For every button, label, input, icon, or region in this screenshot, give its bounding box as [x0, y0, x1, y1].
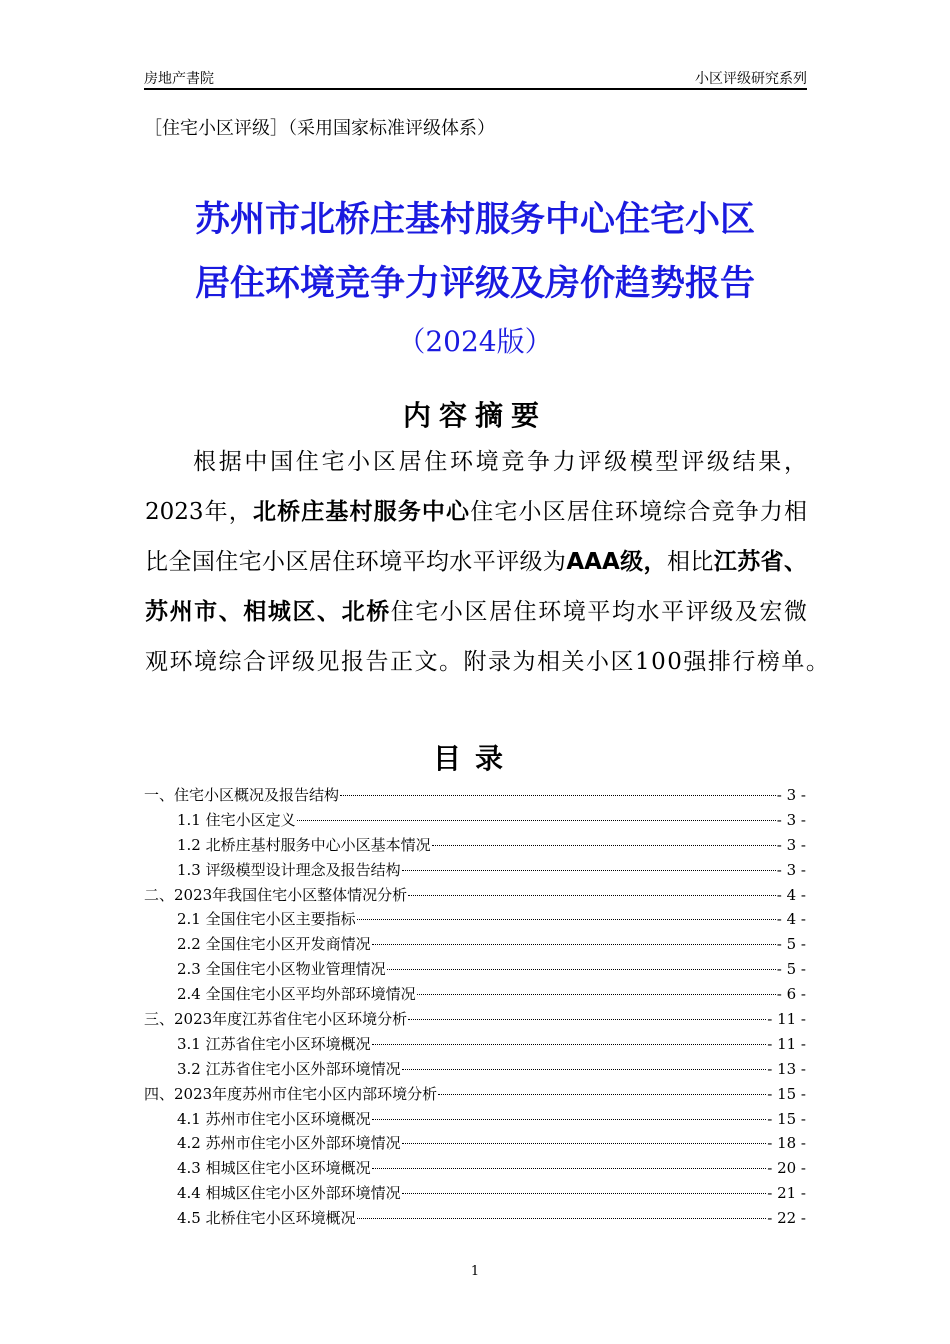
toc-entry[interactable]	[144, 907, 806, 932]
toc-entry-label: 4.5 北桥住宅小区环境概况	[177, 1209, 356, 1228]
toc-entry-page: - 18 -	[767, 1134, 806, 1153]
toc-dot-leader	[432, 845, 776, 846]
toc-entry[interactable]	[144, 1032, 806, 1057]
toc-entry[interactable]	[144, 1082, 806, 1107]
toc-entry-label: 一、住宅小区概况及报告结构	[144, 786, 340, 804]
toc-entry-label: 4.3 相城区住宅小区环境概况	[177, 1159, 371, 1178]
toc-entry-label: 4.1 苏州市住宅小区环境概况	[177, 1109, 371, 1128]
toc-entry-page: - 5 -	[776, 960, 806, 979]
abstract-text: 相比	[666, 549, 714, 575]
toc-dot-leader	[402, 1143, 767, 1144]
abstract-text: 2023年，	[145, 499, 253, 525]
abstract-line	[145, 590, 807, 640]
toc-entry-label: 1.3 评级模型设计理念及报告结构	[177, 860, 401, 879]
toc-entry-label: 1.1 住宅小区定义	[177, 810, 296, 829]
toc-entry[interactable]	[144, 1131, 806, 1156]
toc-heading: 目录	[432, 742, 517, 775]
toc-entry-page: - 3 -	[776, 835, 806, 854]
report-title-line2: 居住环境竞争力评级及房价趋势报告	[194, 264, 755, 304]
toc-entry[interactable]	[144, 883, 806, 908]
toc-dot-leader	[387, 969, 776, 970]
toc-entry-label: 3.2 江苏省住宅小区外部环境情况	[177, 1059, 401, 1078]
abstract-text: 观环境综合评级见报告正文。附录为相关小区100强排行榜单。	[145, 649, 831, 675]
abstract-bold-text: 北桥庄基村服务中心	[252, 499, 471, 525]
abstract-heading: 内容摘要	[402, 399, 547, 432]
toc-dot-leader	[372, 1119, 767, 1120]
page-header	[144, 68, 807, 90]
toc-entry[interactable]	[144, 1181, 806, 1206]
toc-entry[interactable]	[144, 932, 806, 957]
report-edition: （2024版）	[397, 325, 553, 358]
toc-entry-label: 3.1 江苏省住宅小区环境概况	[177, 1034, 371, 1053]
rating-tag-line: ［住宅小区评级］（采用国家标准评级体系）	[144, 118, 495, 139]
toc-entry[interactable]	[144, 1057, 806, 1082]
toc-entry-page: - 11 -	[767, 1010, 806, 1029]
header-publisher: 房地产書院	[144, 71, 214, 87]
toc-dot-leader	[408, 1019, 766, 1020]
abstract-line	[145, 540, 807, 590]
toc-entry[interactable]	[144, 808, 806, 833]
header-series: 小区评级研究系列	[695, 71, 807, 87]
toc-entry-label: 4.2 苏州市住宅小区外部环境情况	[177, 1134, 401, 1153]
abstract-text: 住宅小区居住环境综合竞争力相	[470, 499, 807, 525]
toc-dot-leader	[402, 1069, 767, 1070]
abstract-text: 根据中国住宅小区居住环境竞争力评级模型评级结果，	[193, 449, 807, 475]
abstract-line	[145, 640, 831, 690]
abstract-line	[145, 490, 807, 540]
toc-entry-page: - 13 -	[767, 1059, 806, 1078]
abstract-bold-text: 江苏省、	[713, 549, 808, 575]
page-number: 1	[470, 1264, 480, 1279]
toc-entry-label: 2.1 全国住宅小区主要指标	[177, 910, 356, 929]
toc-dot-leader	[372, 1044, 767, 1045]
toc-entry[interactable]	[144, 858, 806, 883]
toc-entry[interactable]	[144, 833, 806, 858]
toc-entry-page: - 4 -	[776, 885, 806, 904]
toc-entry[interactable]	[144, 1007, 806, 1032]
toc-entry-label: 1.2 北桥庄基村服务中心小区基本情况	[177, 835, 431, 854]
toc-dot-leader	[402, 1193, 767, 1194]
toc-dot-leader	[417, 994, 776, 995]
toc-entry-label: 2.3 全国住宅小区物业管理情况	[177, 960, 386, 979]
toc-dot-leader	[438, 1094, 766, 1095]
abstract-text: 比全国住宅小区居住环境平均水平评级为	[145, 549, 567, 575]
toc-dot-leader	[402, 870, 776, 871]
toc-entry-label: 2.2 全国住宅小区开发商情况	[177, 935, 371, 954]
toc-entry[interactable]	[144, 1107, 806, 1132]
abstract-paragraph	[145, 440, 831, 690]
toc-dot-leader	[408, 895, 776, 896]
toc-entry-label: 二、2023年我国住宅小区整体情况分析	[144, 885, 408, 904]
toc-entry-page: - 5 -	[776, 935, 806, 954]
toc-entry-label: 4.4 相城区住宅小区外部环境情况	[177, 1184, 401, 1203]
toc-entry[interactable]	[144, 783, 806, 808]
toc-dot-leader	[372, 944, 776, 945]
toc-dot-leader	[357, 1218, 767, 1219]
toc-entry-page: - 15 -	[767, 1084, 806, 1103]
abstract-line	[145, 440, 807, 490]
toc-entry-page: - 3 -	[776, 786, 806, 804]
toc-entry[interactable]	[144, 1156, 806, 1181]
toc-entry-page: - 21 -	[767, 1184, 806, 1203]
table-of-contents	[144, 783, 806, 1231]
toc-dot-leader	[357, 919, 776, 920]
toc-entry[interactable]	[144, 1206, 806, 1231]
abstract-bold-text: AAA级，	[566, 549, 667, 575]
toc-entry-page: - 11 -	[767, 1034, 806, 1053]
toc-entry-page: - 20 -	[767, 1159, 806, 1178]
toc-entry-label: 2.4 全国住宅小区平均外部环境情况	[177, 985, 416, 1004]
toc-entry[interactable]	[144, 982, 806, 1007]
toc-entry-page: - 4 -	[776, 910, 806, 929]
toc-entry-page: - 15 -	[767, 1109, 806, 1128]
toc-entry-label: 四、2023年度苏州市住宅小区内部环境分析	[144, 1084, 438, 1103]
toc-dot-leader	[340, 795, 776, 796]
abstract-text: 住宅小区居住环境平均水平评级及宏微	[390, 599, 808, 625]
toc-entry-label: 三、2023年度江苏省住宅小区环境分析	[144, 1010, 408, 1029]
abstract-bold-text: 苏州市、相城区、北桥	[145, 599, 391, 625]
toc-dot-leader	[372, 1168, 767, 1169]
toc-entry-page: - 3 -	[776, 810, 806, 829]
toc-dot-leader	[297, 820, 776, 821]
toc-entry-page: - 22 -	[767, 1209, 806, 1228]
toc-entry-page: - 6 -	[776, 985, 806, 1004]
toc-entry[interactable]	[144, 957, 806, 982]
toc-entry-page: - 3 -	[776, 860, 806, 879]
report-title-line1: 苏州市北桥庄基村服务中心住宅小区	[194, 200, 755, 240]
